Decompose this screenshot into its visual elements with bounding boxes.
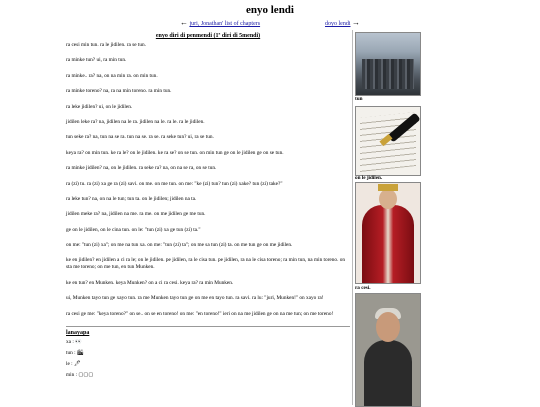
image-caption: on le jidilen. bbox=[355, 175, 383, 181]
chapter-content bbox=[66, 33, 350, 383]
paragraph: ke en jidilen? en jidilen a ci ra le; on le jidilen. pe jidilen, ra le cisa tun. pe jidilen, ra na le cisa toreno; ra min tun, na min toreno. on sta me toreno; on me tun, en tun Munken. bbox=[66, 257, 346, 271]
paragraph: ra minke.. ra? na, on na min ra. on min tun. bbox=[66, 72, 158, 79]
man-portrait-image bbox=[355, 293, 421, 407]
paragraph: ui, Munken tayo tun ge xayo tun. ra me Munken tayo tun ge on me en tayo tun. ra savi. ra lu: "juri, Munken!" on xayo ra! bbox=[66, 295, 324, 302]
paragraph: jidilen leke ra? na, jidilen na le ra. jidilen na le. ra le. ra le jidilen. bbox=[66, 118, 205, 125]
paragraph: ra minke tun? ui, ra min tun. bbox=[66, 57, 127, 64]
paragraph: ra leke jidilen? ui, on le jidilen. bbox=[66, 103, 133, 110]
nav-prev[interactable] bbox=[180, 18, 260, 27]
paragraph: ra minke toreno? na, ra na min toreno. ra min tun. bbox=[66, 88, 172, 95]
paragraph: ra (zi) tu. ra (zi) xa ge ra (zi) savi. on me. on me tun. on me: "ke (zi) tun? tun (zi) xake? tun (zi) take?" bbox=[66, 180, 283, 187]
pen-icon: 🖊 bbox=[73, 361, 81, 368]
image-sidebar bbox=[352, 30, 449, 405]
image-caption: tun bbox=[355, 96, 363, 102]
glossary-word: xa bbox=[66, 339, 71, 346]
paragraph: tun seke ra? na, tun na se ra. tun na se. ra se. ra seke tun? ui, ra se tun. bbox=[66, 134, 214, 141]
fountain-pen-image bbox=[355, 106, 421, 176]
glossary-word: le bbox=[66, 361, 70, 368]
left-arrow-icon: ← bbox=[180, 18, 188, 27]
chapter-navigation bbox=[0, 18, 540, 28]
glossary-item: tun : 🏙 bbox=[66, 350, 84, 357]
paragraph: ra leke tun? na, on na le tun; tun ta. on le jidilen; jidilen na ta. bbox=[66, 195, 197, 202]
city-icon: 🏙 bbox=[76, 350, 84, 357]
image-caption: ra cesi. bbox=[355, 285, 371, 291]
prev-chapter-link[interactable]: juri, Jonathan' list of chapters bbox=[189, 21, 261, 27]
glossary-word: tun bbox=[66, 350, 73, 357]
glossary-title: lanayapa bbox=[66, 330, 90, 337]
next-chapter-link[interactable]: doyo lendi bbox=[325, 21, 351, 27]
divider bbox=[66, 326, 350, 327]
eyes-icon: 👀 bbox=[75, 339, 82, 346]
page-title: enyo lendi bbox=[246, 4, 294, 16]
king-portrait-image bbox=[355, 182, 421, 284]
nav-next[interactable] bbox=[325, 18, 360, 27]
chapter-title: enyo diri di penmendi (1ª diri di 5mendi) bbox=[155, 33, 261, 39]
glossary-item: min : ▢▢▢ bbox=[66, 372, 94, 379]
placeholder-glyph-icon: ▢▢▢ bbox=[78, 372, 94, 379]
glossary-item: xa : 👀 bbox=[66, 339, 82, 346]
paragraph: ra minke jidilen? na, on le jidilen. ra seke ra? na, on na se ra, on se tun. bbox=[66, 165, 217, 172]
paragraph: keya ra? on min tun. ke ra le? on le jidilen. ke ra se? on se tun. on min tun ge on le jidilen ge on se tun. bbox=[66, 149, 284, 156]
paragraph: ge on le jidilen, on le cina tun. on le: "tun (zi) xa ge tun (zi) ta." bbox=[66, 226, 201, 233]
paragraph: on me: "tun (zi) xa"; on me na tun xa. on me: "tun (zi) ta"; on me sa tun (zi) ta. on me tun ge on me jidilen. bbox=[66, 242, 293, 249]
paragraph: ke en tun? en Munken. keya Munken? on a ci ra cesi. keya ra? ra min Munken. bbox=[66, 279, 234, 286]
paragraph: jidilen meke ra? na, jidilen na me. ra me. on me jidilen ge me tun. bbox=[66, 211, 206, 218]
right-arrow-icon: → bbox=[352, 18, 360, 27]
paragraph: ra cesi ge me: "keya toreno?" on se.. on se en toreno! on me: "en toreno!" ieri on na me jidilen ge on na me tun; on me toreno! bbox=[66, 310, 334, 317]
glossary-item: le : 🖊 bbox=[66, 361, 81, 368]
glossary-word: min bbox=[66, 372, 75, 379]
city-skyline-image bbox=[355, 32, 421, 96]
paragraph: ra cesi min tun. ra le jidilen. ra se tun. bbox=[66, 42, 147, 48]
